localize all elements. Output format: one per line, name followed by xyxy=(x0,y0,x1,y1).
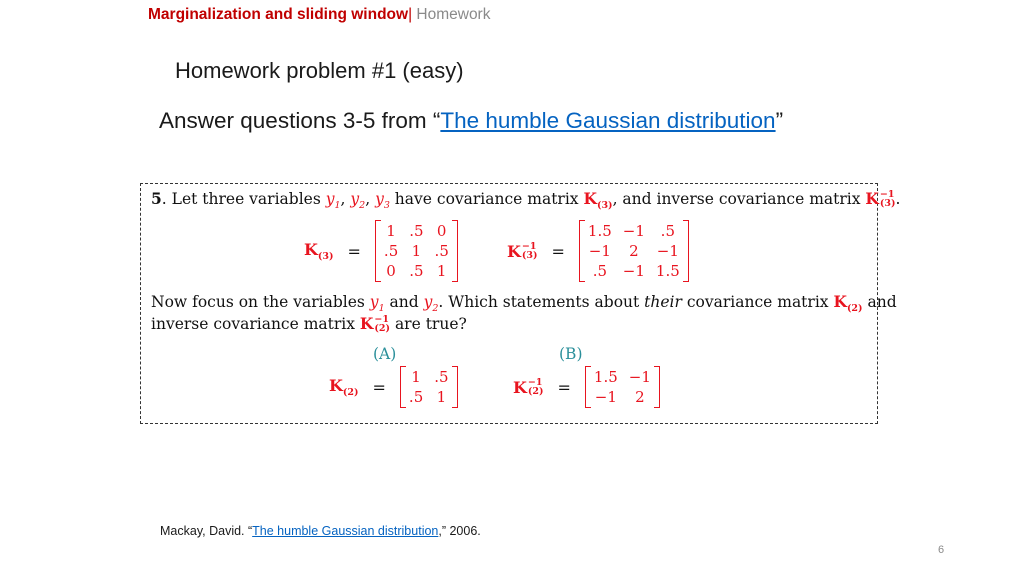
option-b-cells xyxy=(594,368,651,406)
option-a-tag: (A) xyxy=(373,345,397,363)
question-line-1: Now focus on the variables $y_1$ and $y_2$. Which statements about their covariance matrix $K_{(2)}$ and xyxy=(151,292,897,315)
matrix-cell: 1 xyxy=(411,242,422,260)
matrix-cell: .5 xyxy=(383,242,399,260)
symbol-k3: $K_{(3)}$ xyxy=(583,189,613,212)
citation-prefix: Mackay, David. “ xyxy=(160,524,253,538)
header-title: Marginalization and sliding window xyxy=(148,6,409,23)
var-y1: $y_1$ xyxy=(325,190,341,212)
matrix-cell: .5 xyxy=(409,222,424,240)
matrix-k3-inverse-cells xyxy=(588,222,680,280)
citation xyxy=(160,524,481,538)
matrix-cell: −1 xyxy=(622,262,645,280)
matrix-cell: .5 xyxy=(434,368,449,386)
matrix-cell: 2 xyxy=(635,388,645,406)
matrix-k3-inverse-brackets xyxy=(579,222,689,280)
matrix-cell: −1 xyxy=(594,388,617,406)
header-separator: | xyxy=(408,6,413,23)
matrix-cell: .5 xyxy=(660,222,675,240)
matrix-cell: −1 xyxy=(588,242,611,260)
matrix-cell: 1.5 xyxy=(655,262,680,280)
matrix-cell: −1 xyxy=(628,368,651,386)
var-y3: $y_3$ xyxy=(375,190,390,212)
slide-title: Homework problem #1 (easy) xyxy=(175,58,464,83)
matrix-k3-label: $K_{(3)}$ xyxy=(304,239,334,263)
matrix-cell: 0 xyxy=(436,222,447,240)
matrix-k3-brackets xyxy=(375,222,458,280)
prompt-suffix: ” xyxy=(775,108,784,133)
header-section: Homework xyxy=(412,6,491,23)
symbol-k3-inverse: K −1 (3) xyxy=(865,188,896,209)
citation-link[interactable]: The humble Gaussian distribution xyxy=(252,524,439,538)
assignment-prompt xyxy=(159,108,783,134)
symbol-k2: $K_{(2)}$ xyxy=(833,292,863,315)
matrix-cell: 1 xyxy=(386,222,396,240)
gaussian-paper-link[interactable]: The humble Gaussian distribution xyxy=(440,108,776,133)
prompt-prefix: Answer questions 3-5 from “ xyxy=(159,108,441,133)
page-number: 6 xyxy=(938,544,945,556)
citation-suffix: ,” 2006. xyxy=(438,524,481,538)
var-y2: $y_2$ xyxy=(350,190,366,212)
matrix-k3-inverse-label: K −1 (3) xyxy=(507,241,538,261)
matrix-cell: 0 xyxy=(386,262,396,280)
option-a-brackets xyxy=(400,368,458,406)
matrix-cell: −1 xyxy=(622,222,645,240)
option-a-cells xyxy=(409,368,449,406)
matrix-cell: .5 xyxy=(434,242,449,260)
matrix-cell: 1 xyxy=(411,368,421,386)
option-a-matrix: $K_{(2)}$ = 1 .5 .5 1 xyxy=(329,368,458,406)
option-b-label: K −1 (2) xyxy=(513,377,544,397)
problem-number: 5 xyxy=(151,189,162,208)
symbol-k2-inverse: K −1 (2) xyxy=(359,313,391,334)
slide-header xyxy=(148,6,490,24)
matrix-k3-cells xyxy=(384,222,449,280)
matrix-k3-inverse: K −1 (3) = 1.5 −1 .5 −1 2 −1 .5 −1 1.5 xyxy=(507,222,689,280)
option-b-brackets xyxy=(585,368,660,406)
option-b-tag: (B) xyxy=(559,345,583,363)
matrix-cell: −1 xyxy=(656,242,679,260)
problem-excerpt-box xyxy=(140,183,901,424)
question-line-2: inverse covariance matrix K −1 (2) are true? xyxy=(151,313,467,334)
matrix-cell: 1.5 xyxy=(593,368,618,386)
matrix-k3: $K_{(3)}$ = 1 .5 0 .5 1 .5 0 .5 1 xyxy=(304,222,458,280)
option-a-label: $K_{(2)}$ xyxy=(329,375,359,399)
problem-intro: 5. Let three variables $y_1$, $y_2$, $y_3$ have covariance matrix $K_{(3)}$, and inverse covariance matrix K −1 (3) . xyxy=(151,188,901,212)
option-b-matrix: K −1 (2) = 1.5 −1 −1 2 xyxy=(513,368,660,406)
matrix-cell: .5 xyxy=(408,388,424,406)
matrix-cell: 1 xyxy=(436,262,447,280)
matrix-cell: 1.5 xyxy=(587,222,612,240)
matrix-cell: 2 xyxy=(629,242,639,260)
matrix-cell: .5 xyxy=(592,262,607,280)
matrix-cell: 1 xyxy=(436,388,447,406)
matrix-cell: .5 xyxy=(409,262,424,280)
